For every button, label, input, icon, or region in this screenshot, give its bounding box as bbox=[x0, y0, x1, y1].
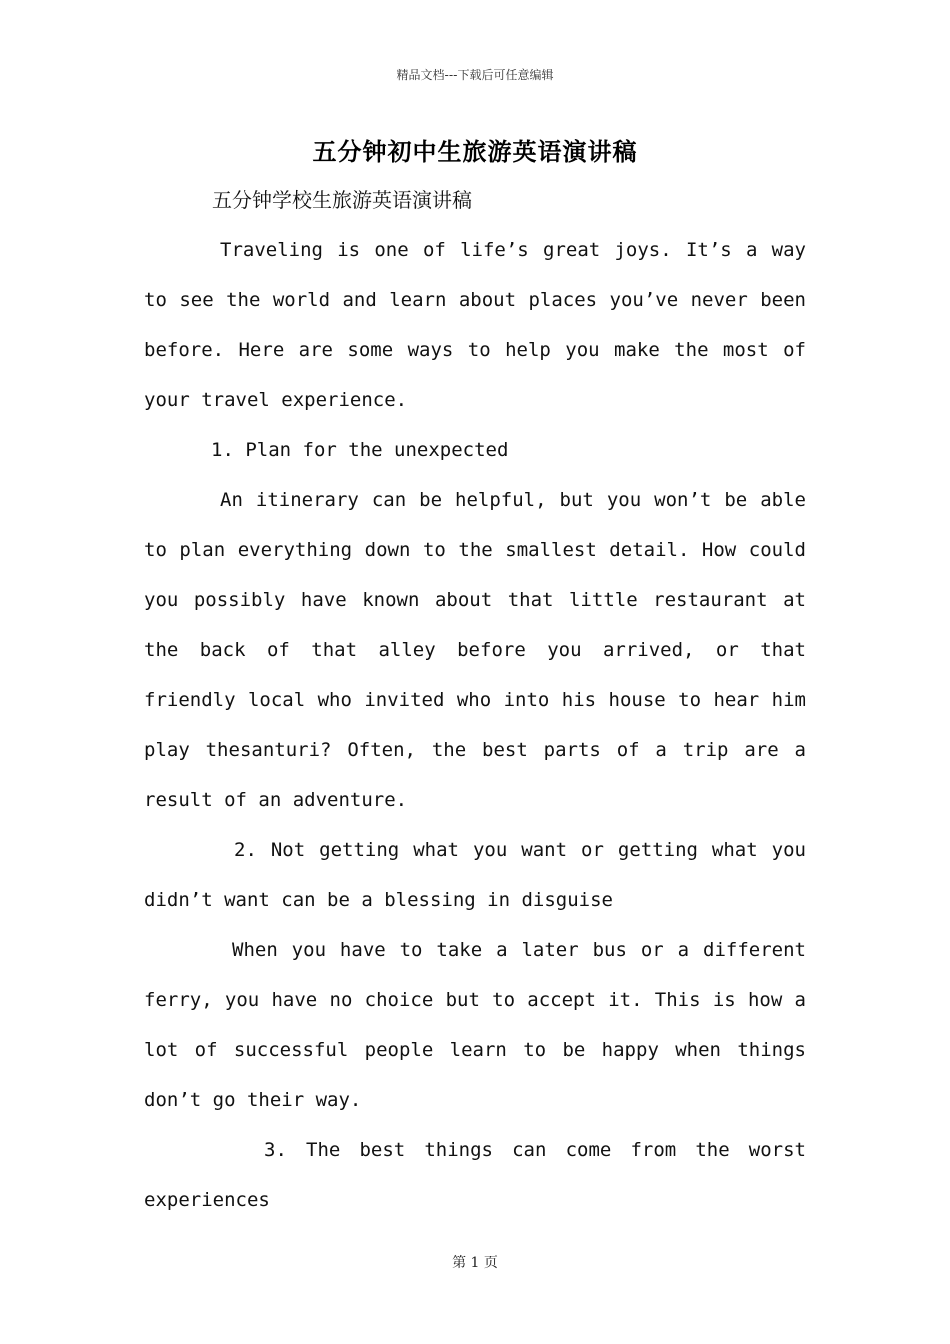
page-number: 第 1 页 bbox=[452, 1255, 498, 1271]
section-heading-2: 2. Not getting what you want or getting what you didn’t want can be a blessing in disguise bbox=[144, 839, 806, 911]
document-subtitle: 五分钟学校生旅游英语演讲稿 bbox=[212, 188, 472, 212]
paragraph-1: An itinerary can be helpful, but you won’t be able to plan everything down to the smallest detail. How could you possibly have known about that little restaurant at the back of that alley before you arrived, or that friendly local who invited who into his house to hear him play thesanturi? Often, the best parts of a trip are a result of an adventure. bbox=[144, 489, 806, 811]
paragraph-intro: Traveling is one of life’s great joys. It’s a way to see the world and learn about places you’ve never been before. Here are some ways to help you make the most of your travel experience. bbox=[144, 239, 806, 411]
document-title: 五分钟初中生旅游英语演讲稿 bbox=[312, 137, 638, 166]
paragraph-2: When you have to take a later bus or a different ferry, you have no choice but to accept it. This is how a lot of successful people learn to be happy when things don’t go their way. bbox=[144, 939, 806, 1111]
page-header: 精品文档---下载后可任意编辑 bbox=[396, 68, 554, 82]
document-body bbox=[144, 175, 806, 1225]
section-heading-3: 3. The best things can come from the worst experiences bbox=[144, 1139, 806, 1211]
section-heading-1: 1. Plan for the unexpected bbox=[211, 439, 509, 461]
